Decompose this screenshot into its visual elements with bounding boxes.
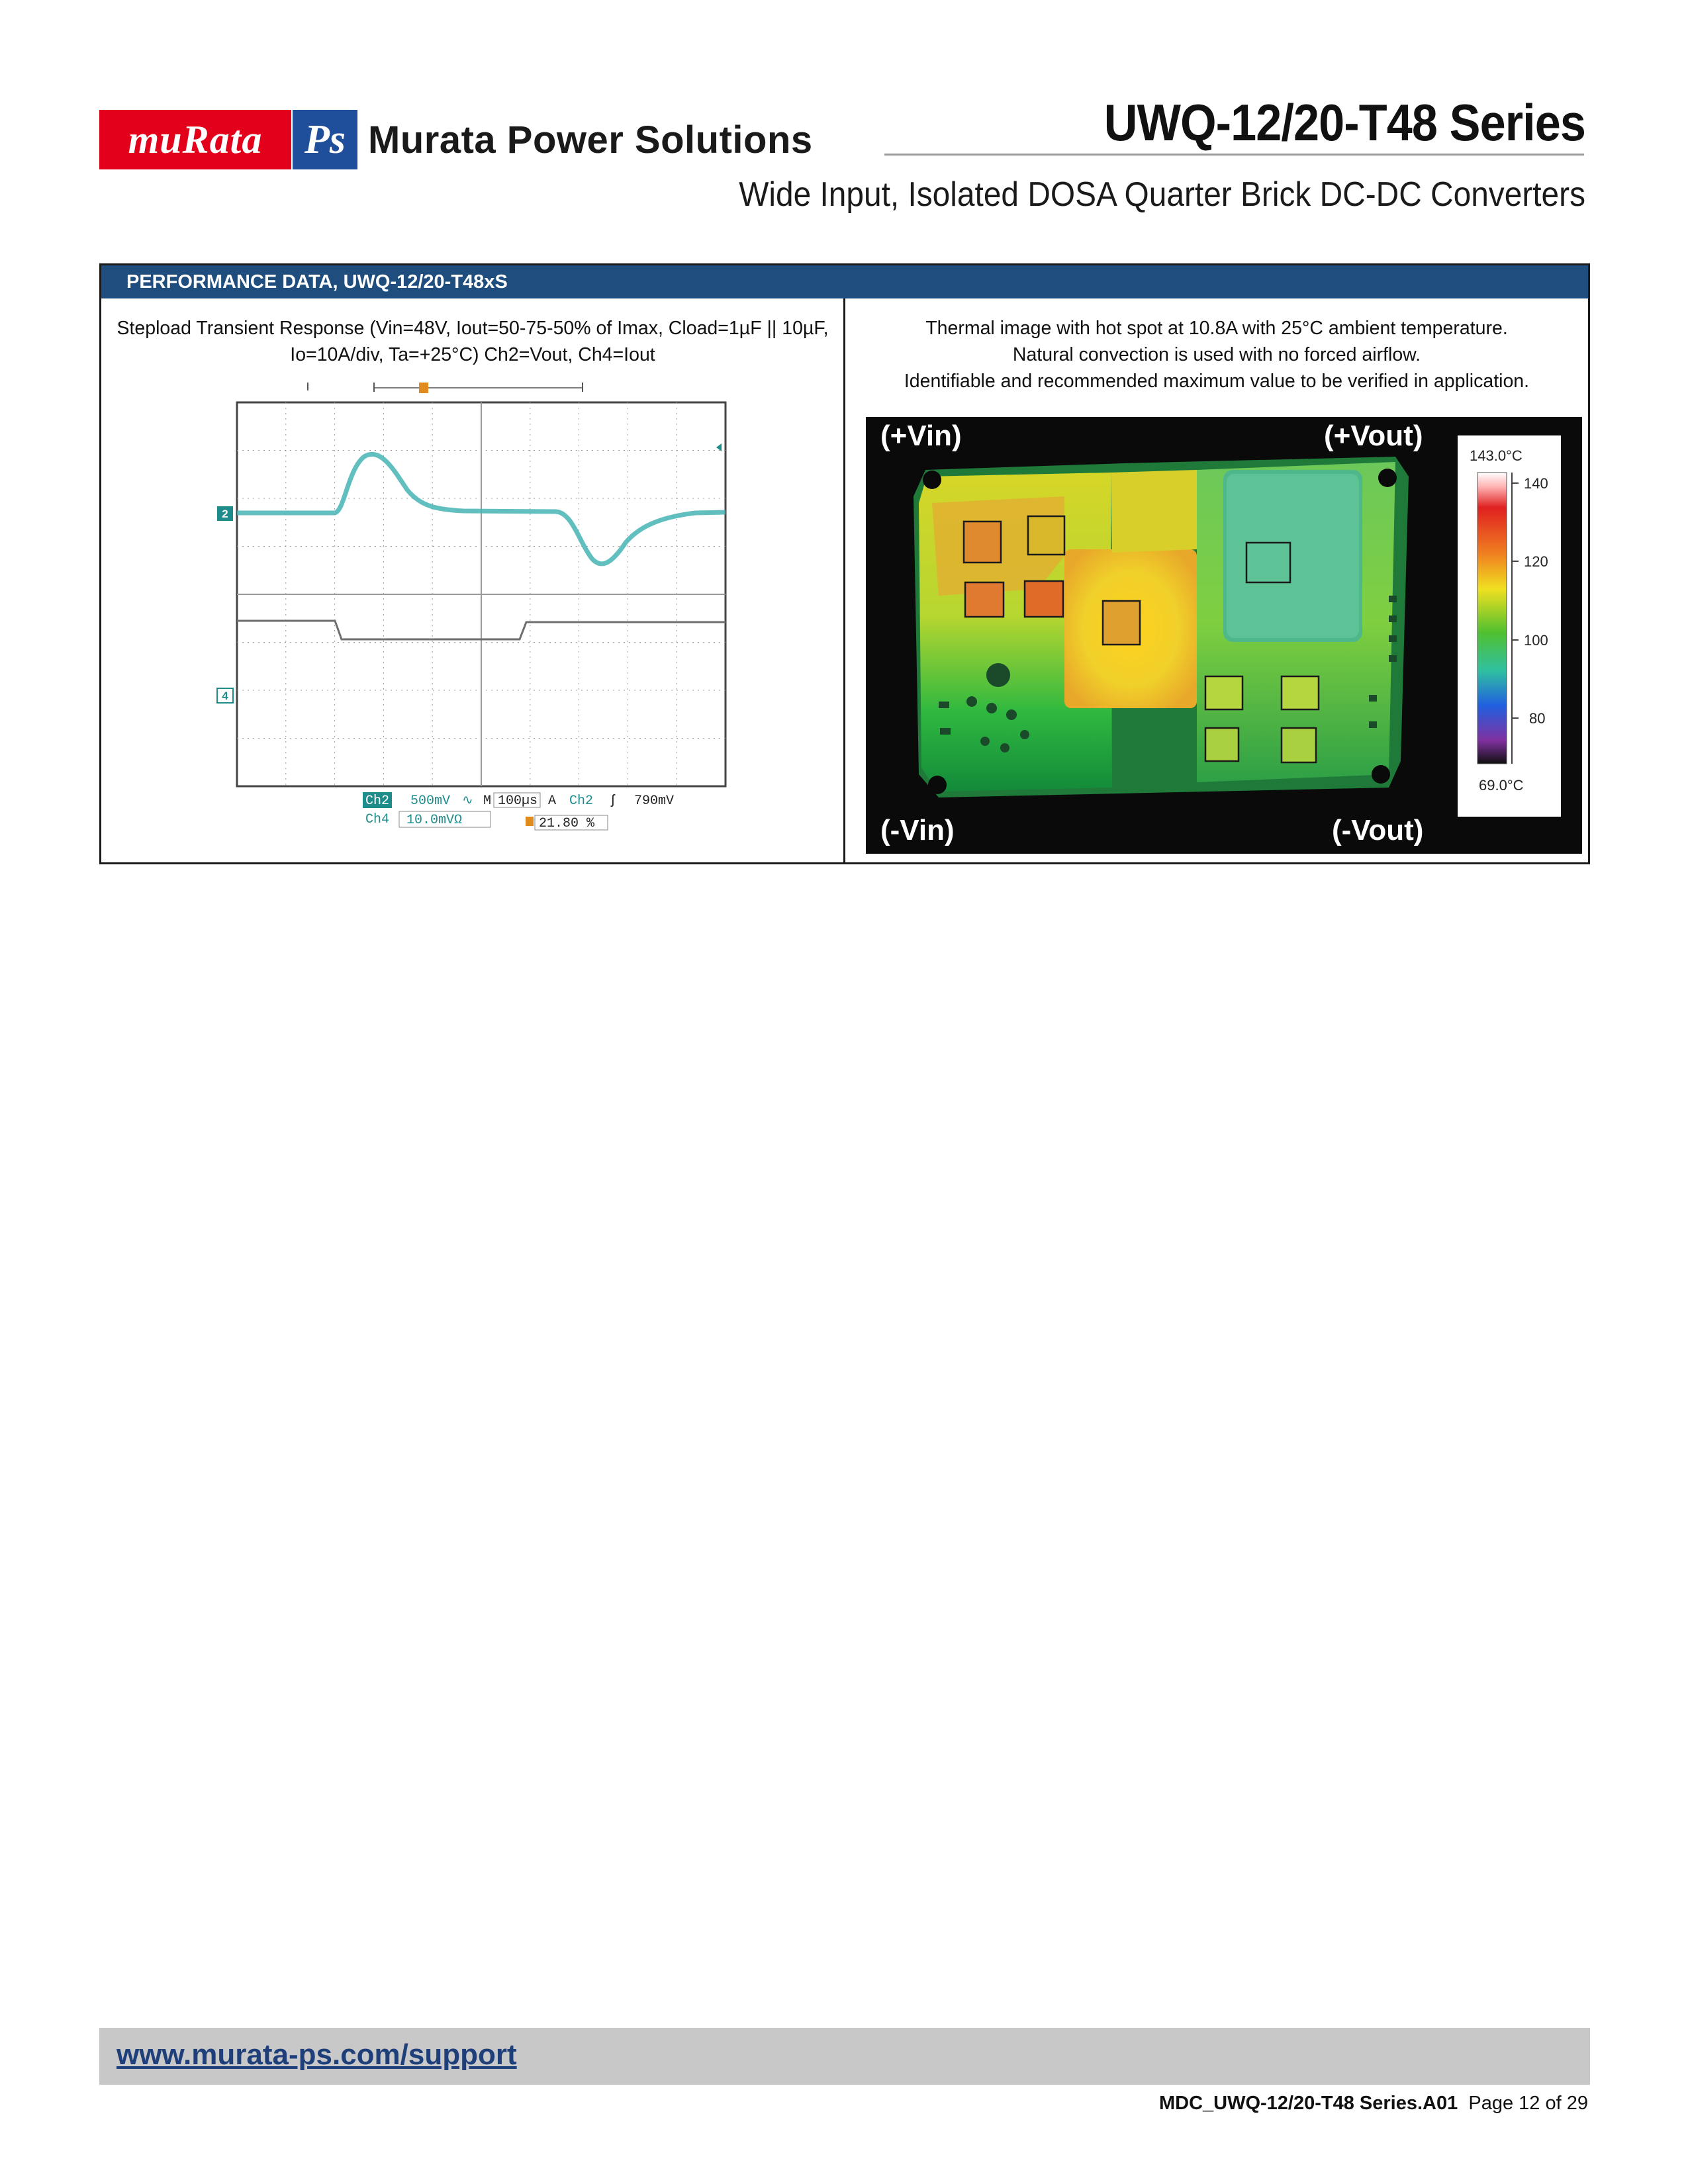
thermal-caption [849, 315, 1585, 394]
header-rule [884, 154, 1584, 156]
position-marker-icon [526, 817, 534, 826]
transient-caption-line-2: Io=10A/div, Ta=+25°C) Ch2=Vout, Ch4=Iout [290, 344, 655, 365]
page-number: Page 12 of 29 [1468, 2093, 1588, 2114]
scope-readout [363, 792, 674, 828]
company-name: Murata Power Solutions [368, 118, 813, 161]
panel-heading: PERFORMANCE DATA, UWQ-12/20-T48xS [101, 265, 1588, 298]
thermal-board-graphic [866, 417, 1582, 854]
support-link[interactable]: www.murata-ps.com/support [117, 2038, 517, 2071]
scope-trigger-position-marker [419, 383, 428, 393]
footer-document-info [1159, 2093, 1588, 2115]
readout-m-label: M [483, 794, 492, 809]
ch4-ground-marker-label: 4 [222, 690, 228, 702]
pcb-center-upper [1111, 470, 1197, 553]
readout-ch4-scale: 10.0mVΩ [406, 813, 463, 828]
thermal-caption-line-2: Natural convection is used with no forced airflow. [1012, 344, 1421, 365]
readout-trigger-channel: Ch2 [569, 794, 594, 809]
document-id: MDC_UWQ-12/20-T48 Series.A01 [1158, 2093, 1458, 2114]
readout-position: 21.80 % [539, 816, 595, 831]
scope-top-markers [308, 383, 583, 393]
readout-timebase: 100µs [498, 794, 538, 809]
transient-caption [106, 315, 839, 368]
readout-trigger-level: 790mV [634, 794, 675, 809]
label-vin-positive: (+Vin) [880, 420, 962, 452]
transient-caption-line-1: Stepload Transient Response (Vin=48V, Iout=50-75-50% of Imax, Cload=1µF || 10µF, [117, 318, 829, 339]
panel-divider [843, 298, 845, 864]
label-vout-negative: (-Vout) [1332, 814, 1424, 846]
readout-a-label: A [548, 794, 557, 809]
thermal-caption-line-3: Identifiable and recommended maximum value to be verified in application. [904, 371, 1530, 392]
murata-logo: muRata [99, 110, 291, 169]
readout-trigger-slope: ʃ [609, 794, 618, 809]
colorbar-panel [1458, 435, 1561, 817]
page-subtitle: Wide Input, Isolated DOSA Quarter Brick DC-DC Converters [739, 175, 1585, 214]
temperature-colorbar [1477, 473, 1507, 764]
label-vin-negative: (-Vin) [880, 814, 955, 846]
colorbar-tick-100: 100 [1524, 632, 1548, 649]
ch2-ground-marker-label: 2 [222, 508, 228, 520]
ps-logo: Ps [293, 110, 357, 169]
colorbar-min: 69.0°C [1479, 777, 1524, 794]
readout-ch2-coupling: ∿ [462, 794, 473, 809]
colorbar-tick-120: 120 [1524, 553, 1548, 570]
colorbar-max: 143.0°C [1470, 447, 1523, 464]
thermal-image [866, 417, 1582, 854]
colorbar-tick-140: 140 [1524, 475, 1548, 492]
readout-ch4-label: Ch4 [365, 812, 390, 827]
oscilloscope-capture [212, 371, 735, 834]
series-title: UWQ-12/20-T48 Series [1103, 93, 1585, 152]
readout-ch2-scale: 500mV [410, 794, 451, 809]
readout-ch2-label: Ch2 [365, 794, 390, 809]
thermal-caption-line-1: Thermal image with hot spot at 10.8A with 25°C ambient temperature. [925, 318, 1508, 339]
label-vout-positive: (+Vout) [1324, 420, 1423, 452]
colorbar-tick-80: 80 [1529, 710, 1546, 727]
